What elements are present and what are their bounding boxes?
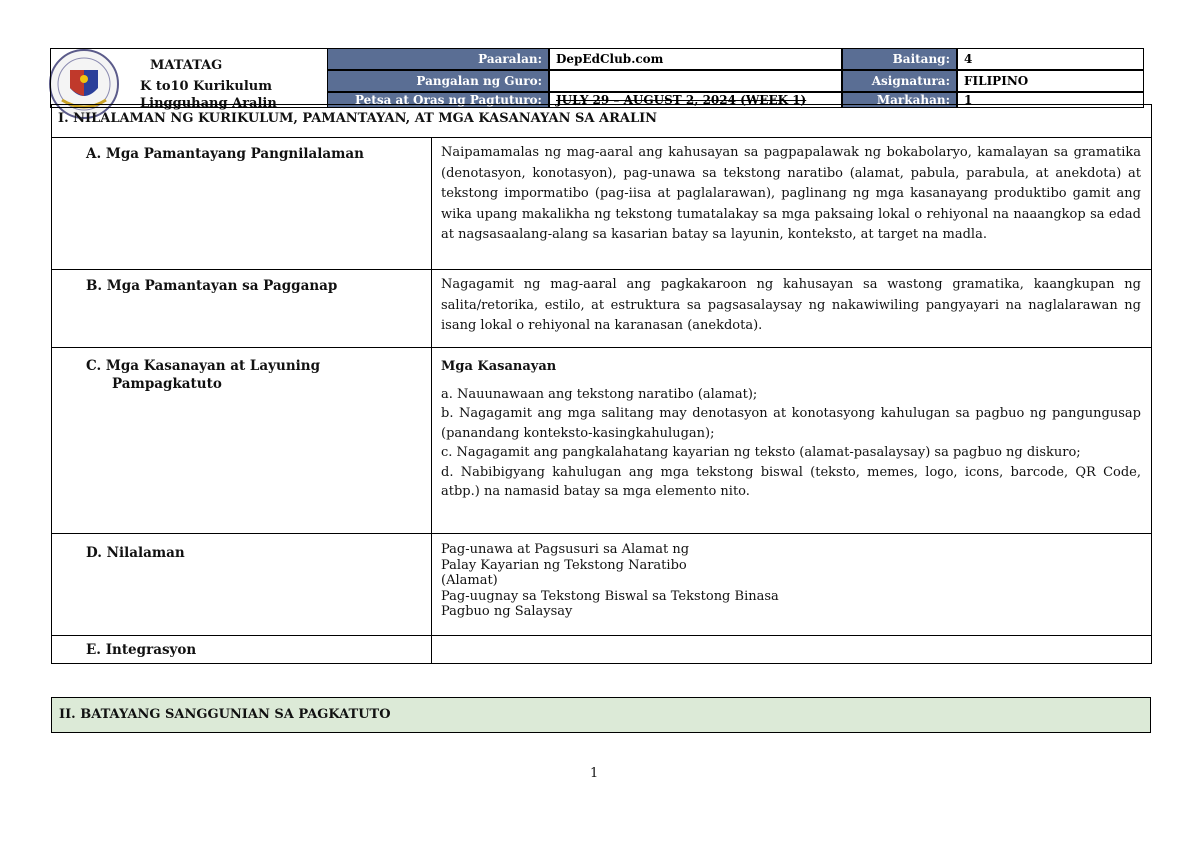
row-c-label	[52, 348, 432, 533]
row-b-text: Nagagamit ng mag-aaral ang pagkakaroon ng kahusayan sa wastong gramatika, kaangkupan ng salita/retorika, estilo, at estruktura sa pagsasalaysay ng nakawiwiling pangyayari na naglalarawan ng isang lokal o rehiyonal na karanasan (anekdota).	[441, 277, 1141, 333]
value-paaralan: DepEdClub.com	[549, 48, 842, 70]
value-petsa: JULY 29 – AUGUST 2, 2024 (WEEK 1)	[549, 92, 842, 108]
list-item: c. Nagagamit ang pangkalahatang kayarian ng teksto (alamat-pasalaysay) sa pagbuo ng diskuro;	[441, 445, 1081, 460]
page-number: 1	[590, 766, 599, 781]
row-c-label-line2: Pampagkatuto	[112, 376, 222, 392]
header-matatag: MATATAG	[150, 58, 223, 73]
nilalaman-line: (Alamat)	[441, 573, 498, 588]
row-c-heading: Mga Kasanayan	[441, 359, 557, 374]
row-pamantayan-pagganap	[52, 270, 1151, 348]
section1-title-row	[52, 111, 1151, 138]
row-c-content	[432, 348, 1151, 533]
label-petsa: Petsa at Oras ng Pagtuturo:	[327, 92, 549, 108]
label-asignatura: Asignatura:	[842, 70, 957, 92]
row-pamantayang-pangnilalaman	[52, 138, 1151, 270]
list-item: b. Nagagamit ang mga salitang may denotasyon at konotasyong kahulugan sa pagbuo ng pangungusap (panandang konteksto-kasingkahulugan);	[441, 406, 1141, 441]
row-nilalaman	[52, 534, 1151, 636]
row-d-label: D. Nilalaman	[52, 534, 432, 635]
section2-title: II. BATAYANG SANGGUNIAN SA PAGKATUTO	[51, 697, 1151, 733]
nilalaman-line: Pagbuo ng Salaysay	[441, 604, 573, 619]
row-a-text: Naipamamalas ng mag-aaral ang kahusayan sa pagpapalawak ng bokabolaryo, kamalayan sa gramatika (denotasyon, konotasyon), pag-unawa sa tekstong naratibo (alamat, pabula, parabula, at anekdota) at tekstong impormatibo (pag-iisa at paglalarawan), paglinang ng mga kasanayang produktibo gamit ang wika upang makalikha ng tekstong tumatalakay sa mga paksaing lokal o rehiyonal na naaangkop sa edad at nagsasaalang-alang sa kasarian batay sa layunin, konteksto, at target na madla.	[441, 145, 1141, 242]
row-b-label: B. Mga Pamantayan sa Pagganap	[52, 270, 432, 347]
label-paaralan: Paaralan:	[327, 48, 549, 70]
row-e-text	[432, 636, 1151, 663]
label-markahan: Markahan:	[842, 92, 957, 108]
row-d-content	[432, 534, 1151, 635]
list-item: a. Nauunawaan ang tekstong naratibo (alamat);	[441, 386, 758, 402]
header-info-grid	[50, 48, 1144, 108]
row-integrasyon	[52, 636, 1151, 663]
row-c-label-line1: C. Mga Kasanayan at Layuning	[86, 358, 321, 374]
section1-title: I. NILALAMAN NG KURIKULUM, PAMANTAYAN, AT MGA KASANAYAN SA ARALIN	[58, 111, 658, 126]
row-e-label: E. Integrasyon	[52, 636, 432, 663]
label-guro: Pangalan ng Guro:	[327, 70, 549, 92]
value-markahan: 1	[957, 92, 1144, 108]
label-baitang: Baitang:	[842, 48, 957, 70]
value-asignatura: FILIPINO	[957, 70, 1144, 92]
header-left-box	[50, 48, 328, 108]
nilalaman-line: Palay Kayarian ng Tekstong Naratibo	[441, 557, 687, 573]
value-baitang: 4	[957, 48, 1144, 70]
curriculum-table	[51, 104, 1152, 664]
nilalaman-line: Pag-unawa at Pagsusuri sa Alamat ng	[441, 542, 690, 557]
header-lingguhang-aralin: Lingguhang Aralin	[140, 96, 277, 111]
kasanayan-list	[441, 385, 1141, 502]
row-kasanayan-layunin	[52, 348, 1151, 534]
nilalaman-line: Pag-uugnay sa Tekstong Biswal sa Tekstong Binasa	[441, 588, 779, 604]
value-guro	[549, 70, 842, 92]
header-kurikulum: K to10 Kurikulum	[140, 79, 272, 94]
row-a-label: A. Mga Pamantayang Pangnilalaman	[52, 138, 432, 269]
list-item: d. Nabibigyang kahulugan ang mga tekstong biswal (teksto, memes, logo, icons, barcode, QR Code, atbp.) na namasid batay sa mga elemento nito.	[441, 464, 1141, 499]
